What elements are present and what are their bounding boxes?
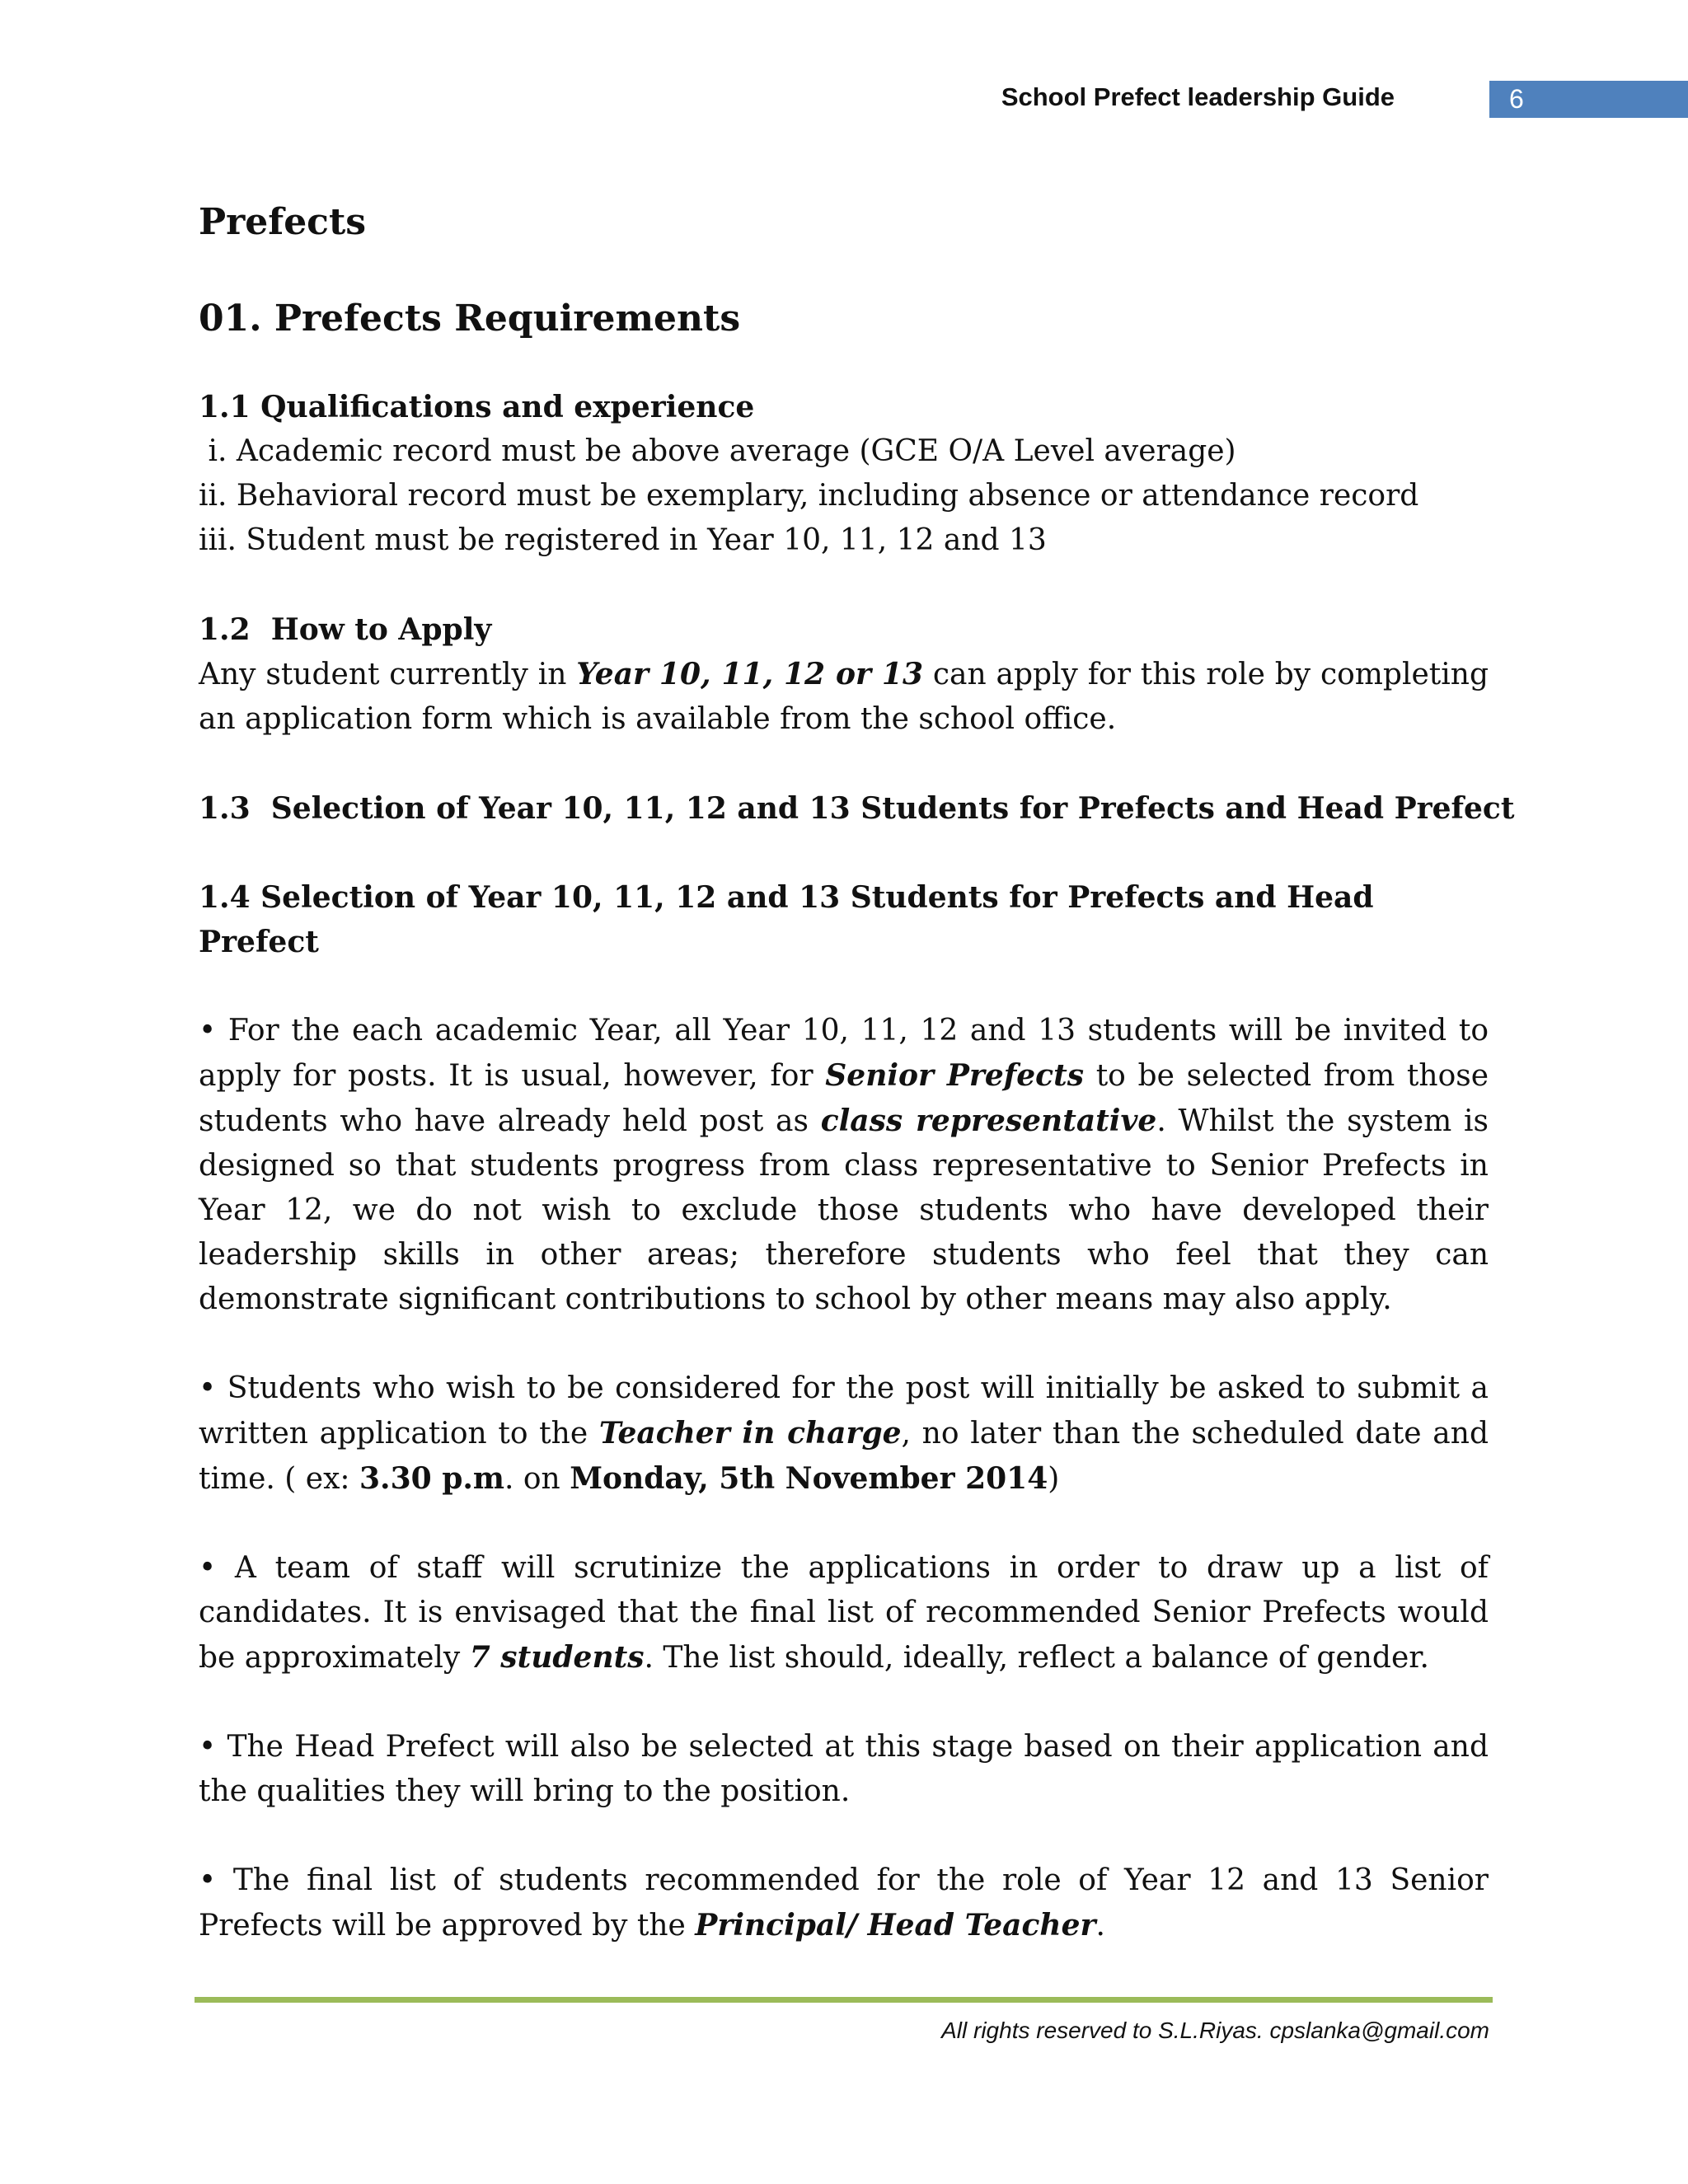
text-run: can apply for this role by completing an application form which is available from the school office. [199, 658, 1489, 736]
paragraph-text: • The Head Prefect will also be selected at this stage based on their application and the qualities they will bring to the position. [199, 1730, 1489, 1808]
section-heading: 01. Prefects Requirements [199, 298, 741, 340]
emphasis-senior-prefects: Senior Prefects [825, 1058, 1084, 1093]
document-body [199, 198, 1515, 1993]
text-run: Any student currently in [199, 658, 577, 691]
text-run: • Students who wish to be considered for the post will initially be asked to submit a written application to the [199, 1371, 1489, 1451]
footer-divider [195, 1997, 1493, 2003]
text-run: • A team of staff will scrutinize the applications in order to draw up a list of candidates. It is envisaged that the final list of recommended Senior Prefects would be approximately [199, 1551, 1489, 1675]
section-1-1 [199, 385, 1489, 563]
main-heading: Prefects [199, 201, 367, 243]
bullet-paragraph-5 [199, 1858, 1489, 1948]
page-number: 6 [1509, 84, 1524, 114]
deadline-time: 3.30 p.m [359, 1461, 504, 1496]
section-1-3 [199, 786, 1515, 831]
paragraph-text [199, 1858, 1489, 1948]
emphasis-year-range: Year 10, 11, 12 or 13 [576, 657, 924, 691]
section-1-2 [199, 607, 1489, 742]
footer-copyright: All rights reserved to S.L.Riyas. cpslanka@gmail.com [941, 2018, 1489, 2043]
qualification-item-3: iii. Student must be registered in Year 10, 11, 12 and 13 [199, 523, 1047, 557]
emphasis-seven-students: 7 students [469, 1640, 645, 1675]
emphasis-principal: Principal/ Head Teacher [695, 1908, 1096, 1943]
paragraph-text [199, 1366, 1489, 1502]
paragraph-text [199, 1009, 1489, 1322]
paragraph-text [199, 1546, 1489, 1680]
section-1-3-heading: 1.3 Selection of Year 10, 11, 12 and 13 Students for Prefects and Head Prefect [199, 791, 1515, 826]
page-number-badge [1489, 81, 1688, 118]
emphasis-teacher-in-charge: Teacher in charge [598, 1416, 902, 1451]
bullet-paragraph-1 [199, 1009, 1489, 1322]
text-run: . The list should, ideally, reflect a balance of gender. [644, 1641, 1429, 1675]
text-run: ) [1048, 1462, 1060, 1496]
section-1-1-heading: 1.1 Qualifications and experience [199, 390, 755, 424]
bullet-paragraph-3 [199, 1546, 1489, 1680]
text-run: . [1095, 1909, 1105, 1943]
text-run: , no later than the scheduled date and time. ( ex: [199, 1417, 1489, 1496]
bullet-paragraph-2 [199, 1366, 1489, 1502]
section-1-2-heading: 1.2 How to Apply [199, 612, 492, 647]
qualification-item-2: ii. Behavioral record must be exemplary, including absence or attendance record [199, 479, 1419, 513]
section-1-2-paragraph [199, 652, 1489, 742]
deadline-date: Monday, 5th November 2014 [570, 1461, 1048, 1496]
text-run: . on [504, 1462, 570, 1496]
header-title: School Prefect leadership Guide [1001, 82, 1395, 111]
qualification-item-1: i. Academic record must be above average (GCE O/A Level average) [199, 434, 1236, 468]
emphasis-class-representative: class representative [820, 1104, 1157, 1138]
section-1-4-heading: 1.4 Selection of Year 10, 11, 12 and 13 Students for Prefects and Head Prefect [199, 880, 1374, 959]
text-run: to be selected from those students who have already held post as [199, 1059, 1489, 1138]
section-1-4 [199, 875, 1489, 964]
text-run: • The final list of students recommended for the role of Year 12 and 13 Senior Prefects will be approved by the [199, 1863, 1489, 1943]
text-run: • For the each academic Year, all Year 10, 11, 12 and 13 students will be invited to apply for posts. It is usual, however, for [199, 1014, 1489, 1093]
bullet-paragraph-4 [199, 1725, 1489, 1814]
text-run: . Whilst the system is designed so that students progress from class representative to Senior Prefects in Year 12, we do not wish to exclude those students who have developed their leadership skills in other areas; therefore students who feel that they can demonstrate significant contributions to school by other means may also apply. [199, 1104, 1489, 1316]
